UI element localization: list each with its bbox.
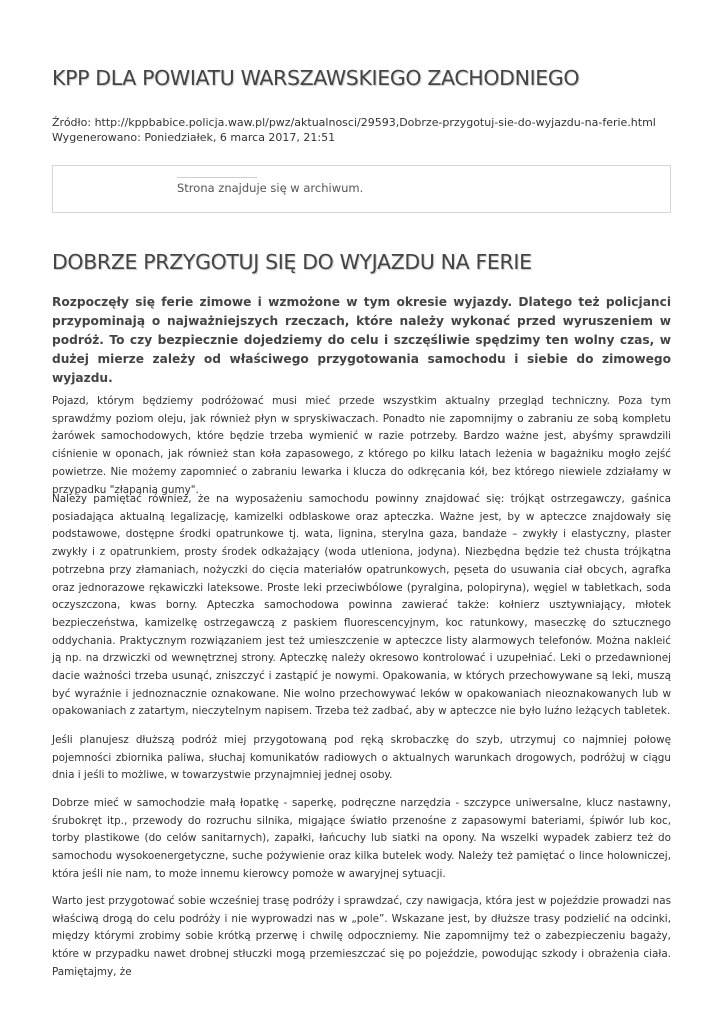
article-title: DOBRZE PRZYGOTUJ SIĘ DO WYJAZDU NA FERIE (52, 250, 532, 274)
article-lead: Rozpoczęły się ferie zimowe i wzmożone w tym okresie wyjazdy. Dlatego też policjanci przypominają o najważniejszych rzeczach, które należy wykonać przed wyruszeniem w podróż. To czy bezpiecznie dojedziemy do celu i szczęśliwie spędzimy ten wolny czas, w dużej mierze zależy od właściwego przygotowania samochodu i siebie do zimowego wyjazdu. (52, 295, 671, 385)
source-url: Źródło: http://kppbabice.policja.waw.pl/pwz/aktualnosci/29593,Dobrze-przygotuj-sie-do-wyjazdu-na-ferie.html (52, 116, 656, 129)
document-meta (52, 115, 656, 145)
article-paragraph: Jeśli planujesz dłuższą podróż miej przygotowaną pod ręką skrobaczkę do szyb, utrzymuj co najmniej połowę pojemności zbiornika paliwa, słuchaj komunikatów radiowych o aktualnych warunkach drogowych, podróżuj w ciągu dnia i jeśli to możliwe, w towarzystwie przynajmniej jednej osoby. (52, 734, 671, 782)
archive-notice-text: Strona znajduje się w archiwum. (177, 181, 364, 195)
article-paragraph: Dobrze mieć w samochodzie małą łopatkę - saperkę, podręczne narzędzia - szczypce uniwersalne, klucz nastawny, śrubokręt itp., przewody do rozruchu silnika, migające światło przenośne z zapasowymi bateriami, śpiwór lub koc, torby plastikowe (do celów sanitarnych), zapałki, łańcuchy lub siatki na opony. Na wszelki wypadek zabierz też do samochodu wysokoenergetyczne, suche pożywienie oraz kilka butelek wody. Należy też pamiętać o lince holowniczej, która jeśli nie nam, to może innemu kierowcy pomoże w awaryjnej sytuacji. (52, 797, 671, 880)
generated-date: Wygenerowano: Poniedziałek, 6 marca 2017, 21:51 (52, 131, 336, 144)
site-title: KPP DLA POWIATU WARSZAWSKIEGO ZACHODNIEGO (52, 66, 580, 90)
archive-notice-divider (177, 177, 257, 178)
archive-notice-box (52, 165, 671, 213)
article-paragraph: Należy pamiętać również, że na wyposażeniu samochodu powinny znajdować się: trójkąt ostrzegawczy, gaśnica posiadająca aktualną legalizację, kamizelki odblaskowe oraz apteczka. Ważne jest, by w apteczce znajdowały się podstawowe, dostępne środki opatrunkowe tj. wata, lignina, sterylna gaza, bandaże – zwykły i elastyczny, plaster zwykły i z opatrunkiem, prosty środek odkażający (woda utleniona, jodyna). Niezbędna będzie też chusta trójkątna potrzebna przy złamaniach, nożyczki do cięcia materiałów opatrunkowych, pęseta do usuwania ciał obcych, agrafka oraz jednorazowe rękawiczki lateksowe. Proste leki przeciwbólowe (pyralgina, polopiryna), węgiel w tabletkach, soda oczyszczona, kwas borny. Apteczka samochodowa powinna zawierać także: kołnierz usztywniający, młotek bezpieczeństwa, kamizelkę ostrzegawczą z paskiem fluorescencyjnym, koc ratunkowy, maseczkę do sztucznego oddychania. Praktycznym rozwiązaniem jest też umieszczenie w apteczce listy alarmowych telefonów. Można nakleić ją np. na drzwiczki od wewnętrznej strony. Apteczkę należy okresowo kontrolować i uzupełniać. Leki o przedawnionej dacie ważności trzeba usunąć, zniszczyć i zastąpić je nowymi. Opakowania, w których przechowywane są leki, muszą być wyraźnie i jednoznacznie oznakowane. Nie wolno przechowywać leków w opakowaniach nieoznakowanych lub w opakowaniach z zatartym, nieczytelnym napisem. Trzeba też zadbać, aby w apteczce nie było luźno leżących tabletek. (52, 493, 671, 718)
article-paragraph: Warto jest przygotować sobie wcześniej trasę podróży i sprawdzać, czy nawigacja, która jest w pojeździe prowadzi nas właściwą drogą do celu podróży i nie wyprowadzi nas w „pole”. Wskazane jest, by dłuższe trasy podzielić na odcinki, między którymi zrobimy sobie krótką przerwę i chwilę odpoczniemy. Nie zapomnijmy też o zabezpieczeniu bagaży, które w przypadku nawet drobnej stłuczki mogą przemieszczać się po pojeździe, powodując szkody i obrażenia ciała. Pamiętajmy, że (52, 895, 671, 978)
article-paragraph: Pojazd, którym będziemy podróżować musi mieć przede wszystkim aktualny przegląd techniczny. Poza tym sprawdźmy poziom oleju, jak również płyn w spryskiwaczach. Ponadto nie zapomnijmy o zabraniu ze sobą kompletu żarówek samochodowych, które będzie trzeba wymienić w razie potrzeby. Bardzo ważne jest, abyśmy sprawdzili ciśnienie w oponach, jak również stan koła zapasowego, z którego po kilku latach leżenia w bagażniku mogło zejść powietrze. Nie możemy zapomnieć o zabraniu lewarka i klucza do odkręcania kół, bez którego niewiele zdziałamy w przypadku "złapania gumy". (52, 395, 671, 496)
